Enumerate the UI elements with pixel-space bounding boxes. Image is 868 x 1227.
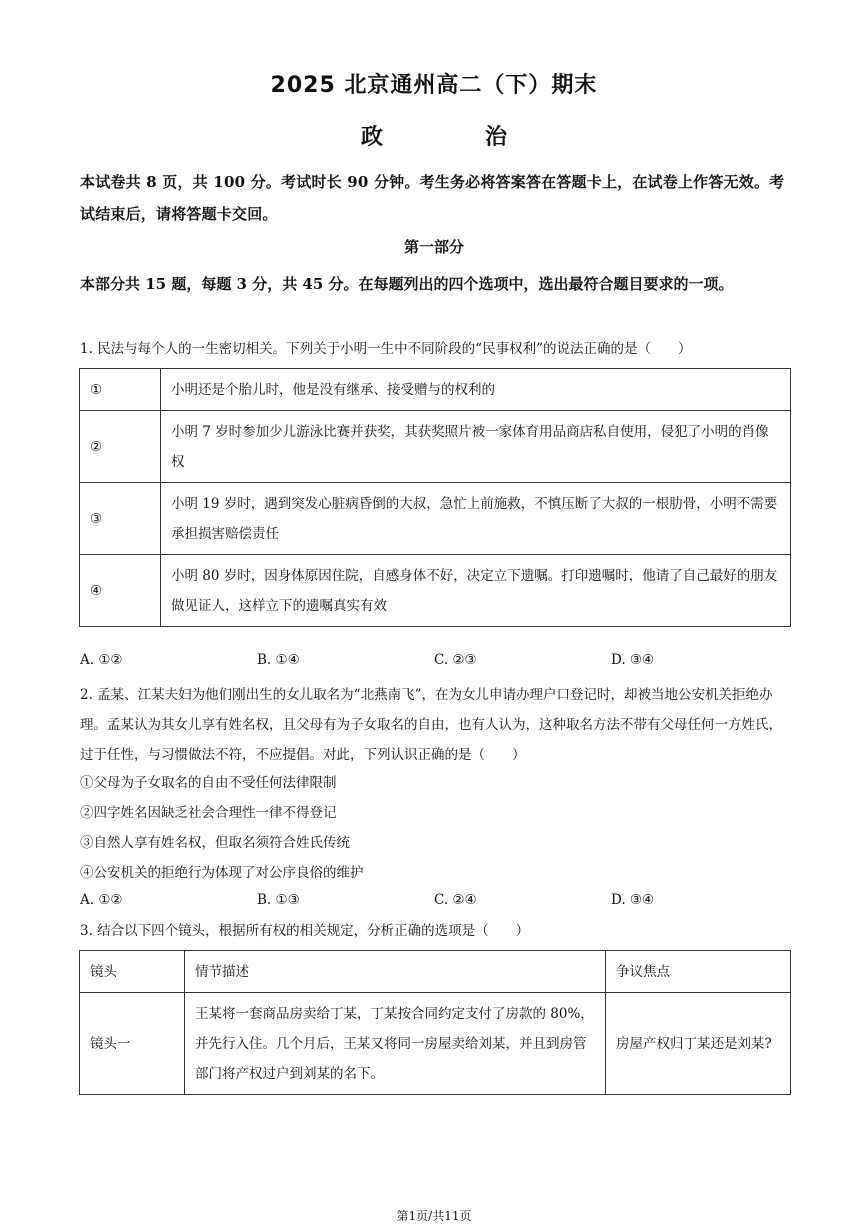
option-b: B. ①③ xyxy=(257,892,300,908)
table-row xyxy=(80,555,791,627)
option-c: C. ②④ xyxy=(434,892,477,908)
question-3-stem: 3. 结合以下四个镜头，根据所有权的相关规定，分析正确的选项是（ ） xyxy=(80,923,530,939)
description-cell: 王某将一套商品房卖给丁某，丁某按合同约定支付了房款的 80%，并先行入住。几个月后，王某又将同一房屋卖给刘某，并且到房管部门将产权过户到刘某的名下。 xyxy=(185,993,606,1095)
section-title: 第一部分 xyxy=(403,238,464,256)
option-d: D. ③④ xyxy=(611,652,655,668)
subject-title: 政 治 xyxy=(360,125,547,150)
option-c: C. ②③ xyxy=(434,652,477,668)
row-text: 小明 80 岁时，因身体原因住院，自感身体不好，决定立下遗嘱。打印遗嘱时，他请了自己最好的朋友做见证人，这样立下的遗嘱真实有效 xyxy=(161,555,791,627)
row-text: 小明 7 岁时参加少儿游泳比赛并获奖，其获奖照片被一家体育用品商店私自使用，侵犯了小明的肖像权 xyxy=(161,411,791,483)
statement-4: ④公安机关的拒绝行为体现了对公序良俗的维护 xyxy=(80,865,364,881)
option-b: B. ①④ xyxy=(257,652,300,668)
question-1-stem: 1. 民法与每个人的一生密切相关。下列关于小明一生中不同阶段的“民事权利”的说法正确的是（ ） xyxy=(80,341,692,357)
table-row xyxy=(80,483,791,555)
header-description: 情节描述 xyxy=(185,951,606,993)
header-shot: 镜头 xyxy=(80,951,185,993)
statement-2: ②四字姓名因缺乏社会合理性一律不得登记 xyxy=(80,805,337,821)
question-2-options xyxy=(80,892,792,914)
question-3-table xyxy=(79,950,791,1095)
table-header-row xyxy=(80,951,791,993)
page-footer: 第1页/共11页 xyxy=(396,1209,472,1223)
row-number: ① xyxy=(80,369,161,411)
option-d: D. ③④ xyxy=(611,892,655,908)
question-2-stem: 2. 孟某、江某夫妇为他们刚出生的女儿取名为“北燕南飞”，在为女儿申请办理户口登记时，却被当地公安机关拒绝办理。孟某认为其女儿享有姓名权，且父母有为子女取名的自由，也有人认为，这种取名方法不带有父母任何一方姓氏，过于任性，与习惯做法不符，不应提倡。对此，下列认识正确的是（ ） xyxy=(80,687,782,763)
table-row xyxy=(80,993,791,1095)
header-focus: 争议焦点 xyxy=(606,951,791,993)
exam-instructions: 本试卷共 8 页，共 100 分。考试时长 90 分钟。考生务必将答案答在答题卡上，在试卷上作答无效。考试结束后，请将答题卡交回。 xyxy=(80,173,785,223)
section-note: 本部分共 15 题，每题 3 分，共 45 分。在每题列出的四个选项中，选出最符合题目要求的一项。 xyxy=(80,275,734,293)
row-text: 小明 19 岁时，遇到突发心脏病昏倒的大叔，急忙上前施救，不慎压断了大叔的一根肋骨，小明不需要承担损害赔偿责任 xyxy=(161,483,791,555)
statement-1: ①父母为子女取名的自由不受任何法律限制 xyxy=(80,775,337,791)
shot-cell: 镜头一 xyxy=(80,993,185,1095)
row-number: ④ xyxy=(80,555,161,627)
statement-3: ③自然人享有姓名权，但取名须符合姓氏传统 xyxy=(80,835,350,851)
table-row xyxy=(80,411,791,483)
option-a: A. ①② xyxy=(80,892,123,908)
exam-title: 2025 北京通州高二（下）期末 xyxy=(270,73,598,98)
question-1-options xyxy=(80,652,792,674)
row-text: 小明还是个胎儿时，他是没有继承、接受赠与的权利的 xyxy=(161,369,791,411)
focus-cell: 房屋产权归丁某还是刘某? xyxy=(606,993,791,1095)
row-number: ③ xyxy=(80,483,161,555)
row-number: ② xyxy=(80,411,161,483)
table-row xyxy=(80,369,791,411)
question-1-table xyxy=(79,368,791,627)
option-a: A. ①② xyxy=(80,652,123,668)
